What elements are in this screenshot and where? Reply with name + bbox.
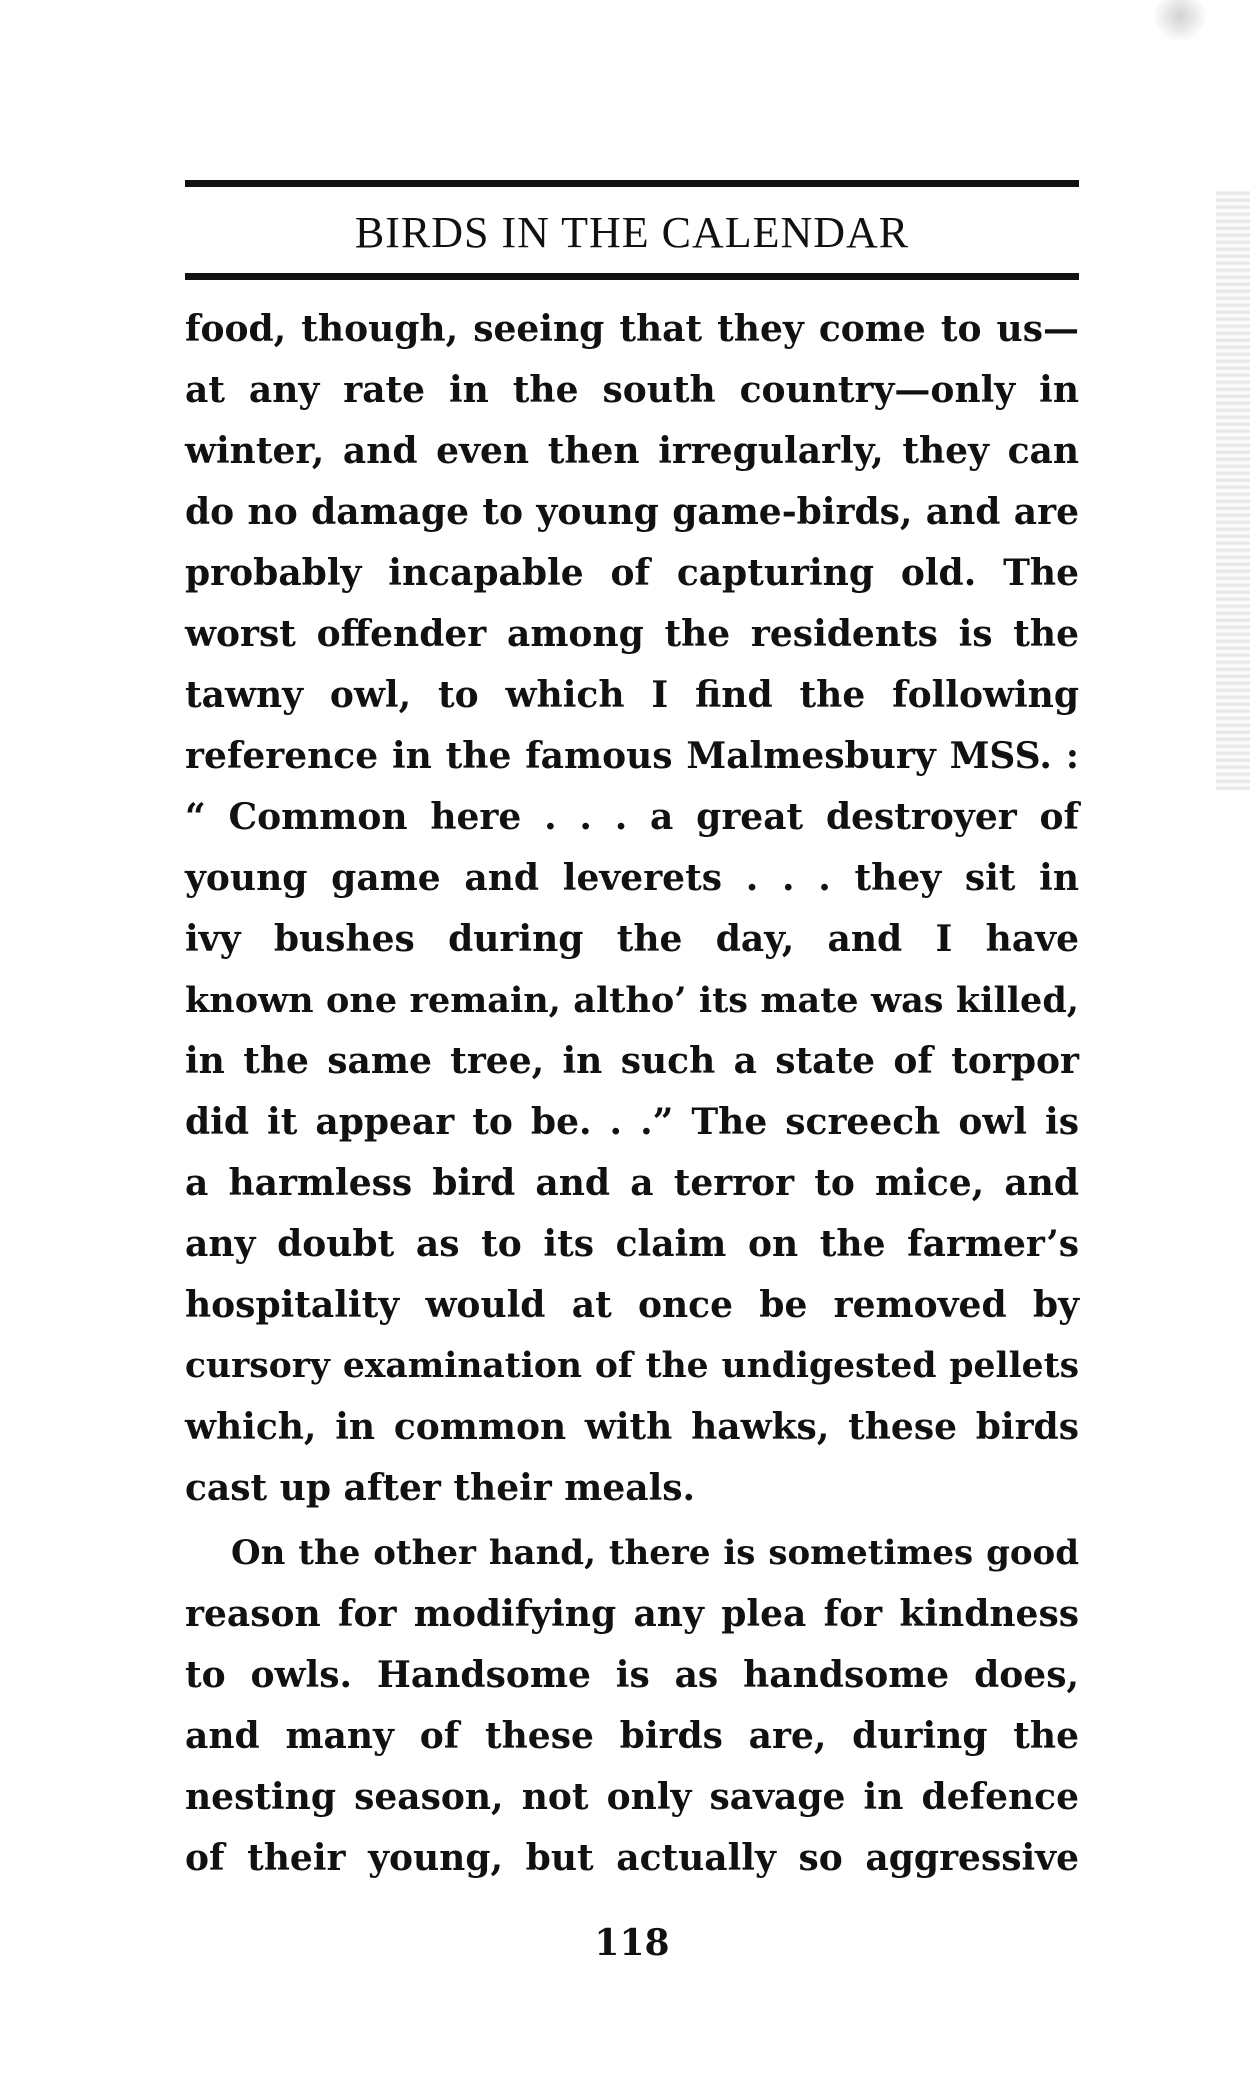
text-line: ivy bushes during the day, and I have: [185, 918, 1079, 960]
text-line: worst offender among the residents is the: [185, 613, 1079, 655]
header-rule-top: [185, 180, 1079, 187]
text-line: food, though, seeing that they come to us—: [185, 308, 1079, 350]
text-line: in the same tree, in such a state of torpor: [185, 1040, 1079, 1082]
page-number: 118: [594, 1922, 670, 1964]
text-line: to owls. Handsome is as handsome does,: [185, 1654, 1079, 1696]
body-text: [185, 299, 1079, 1889]
text-line: nesting season, not only savage in defence: [185, 1776, 1079, 1818]
text-line: at any rate in the south country—only in: [185, 369, 1079, 411]
text-line: do no damage to young game-birds, and are: [185, 491, 1079, 533]
text-line: “ Common here . . . a great destroyer of: [185, 796, 1079, 838]
text-line: probably incapable of capturing old. The: [185, 552, 1079, 594]
text-line: any doubt as to its claim on the farmer’s: [185, 1223, 1079, 1265]
text-line: tawny owl, to which I find the following: [185, 674, 1079, 716]
text-line: cast up after their meals.: [185, 1467, 696, 1509]
text-line: cursory examination of the undigested pellets: [185, 1346, 1079, 1386]
paragraph-1: [185, 299, 1079, 1519]
header-rule-bottom: [185, 273, 1079, 280]
scan-smudge: [1150, 0, 1210, 40]
text-line: of their young, but actually so aggressive: [185, 1837, 1079, 1879]
text-line: On the other hand, there is sometimes good: [231, 1533, 1079, 1573]
text-line: and many of these birds are, during the: [185, 1715, 1079, 1757]
text-line: winter, and even then irregularly, they can: [185, 430, 1079, 472]
text-line: known one remain, altho’ its mate was killed,: [185, 980, 1079, 1021]
text-line: which, in common with hawks, these birds: [185, 1406, 1079, 1448]
text-line: young game and leverets . . . they sit in: [185, 857, 1079, 899]
text-line: did it appear to be. . .” The screech owl is: [185, 1101, 1079, 1143]
text-line: a harmless bird and a terror to mice, and: [185, 1162, 1079, 1204]
page-edge-shadow: [1216, 190, 1250, 790]
text-line: reference in the famous Malmesbury MSS. :: [185, 735, 1079, 777]
paragraph-2: [185, 1523, 1079, 1889]
text-line: hospitality would at once be removed by: [185, 1284, 1079, 1326]
running-head: BIRDS IN THE CALENDAR: [354, 208, 910, 257]
text-line: reason for modifying any plea for kindness: [185, 1593, 1079, 1635]
